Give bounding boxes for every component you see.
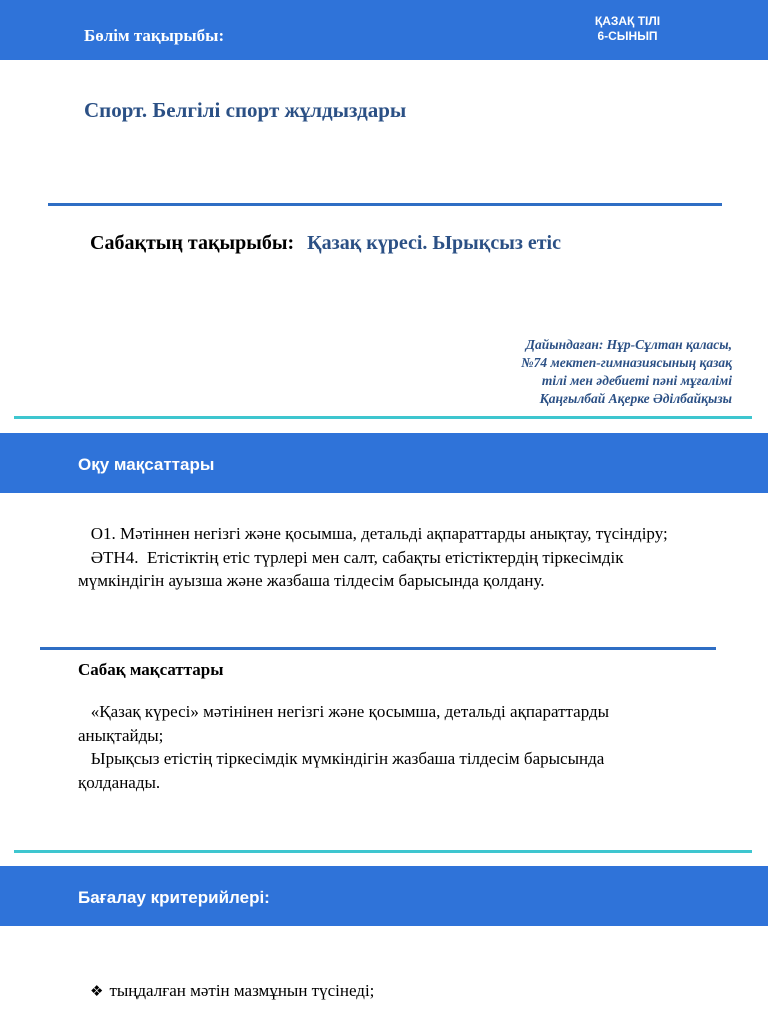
assessment-title: Бағалау критерийлері: (78, 888, 270, 907)
assessment-band (0, 866, 768, 926)
divider (14, 850, 752, 853)
lesson-topic-label: Сабақтың тақырыбы: (90, 232, 295, 254)
criteria-item (90, 981, 374, 1001)
subject-name: ҚАЗАҚ ТІЛІ (594, 14, 661, 28)
learning-objectives-title: Оқу мақсаттары (78, 455, 215, 474)
divider (48, 203, 722, 206)
grade-label: 6-СЫНЫП (597, 29, 658, 43)
header-band (0, 0, 768, 60)
divider (14, 416, 752, 419)
goal-item: «Қазақ күресі» мәтінінен негізгі және қосымша, детальді ақпараттарды анықтайды; (78, 702, 614, 745)
learning-objectives-band (0, 433, 768, 493)
author-line: Дайындаған: Нұр-Сұлтан қаласы, (525, 337, 732, 352)
goal-item: Ырықсыз етістің тіркесімдік мүмкіндігін жазбаша тілдесім барысында қолданады. (78, 749, 609, 792)
diamond-bullet-icon: ❖ (90, 982, 104, 1000)
criteria-text: тыңдалған мәтін мазмұнын түсінеді; (109, 981, 375, 1000)
author-line: Қаңғылбай Ақерке Әділбайқызы (539, 391, 732, 406)
divider (40, 647, 716, 650)
lesson-topic-value: Қазақ күресі. Ырықсыз етіс (307, 232, 561, 254)
section-topic: Спорт. Белгілі спорт жұлдыздары (84, 98, 407, 122)
learning-objectives-text (78, 522, 678, 593)
author-line: №74 мектеп-гимназиясының қазақ (521, 355, 732, 370)
objective-item: О1. Мәтіннен негізгі және қосымша, детальді ақпараттарды анықтау, түсіндіру; (78, 524, 668, 543)
section-label: Бөлім тақырыбы: (84, 26, 225, 45)
author-info (432, 336, 732, 408)
lesson-goals-title: Сабақ мақсаттары (78, 660, 224, 679)
lesson-topic (90, 232, 561, 255)
objective-item: ӘТН4. Етістіктің етіс түрлері мен салт, сабақты етістіктердің тіркесімдік мүмкіндігін ауызша және жазбаша тілдесім барысында қолдану. (78, 547, 628, 590)
subject-badge (560, 14, 695, 44)
author-line: тілі мен әдебиеті пәні мұғалімі (541, 373, 732, 388)
lesson-goals-text (78, 700, 678, 794)
